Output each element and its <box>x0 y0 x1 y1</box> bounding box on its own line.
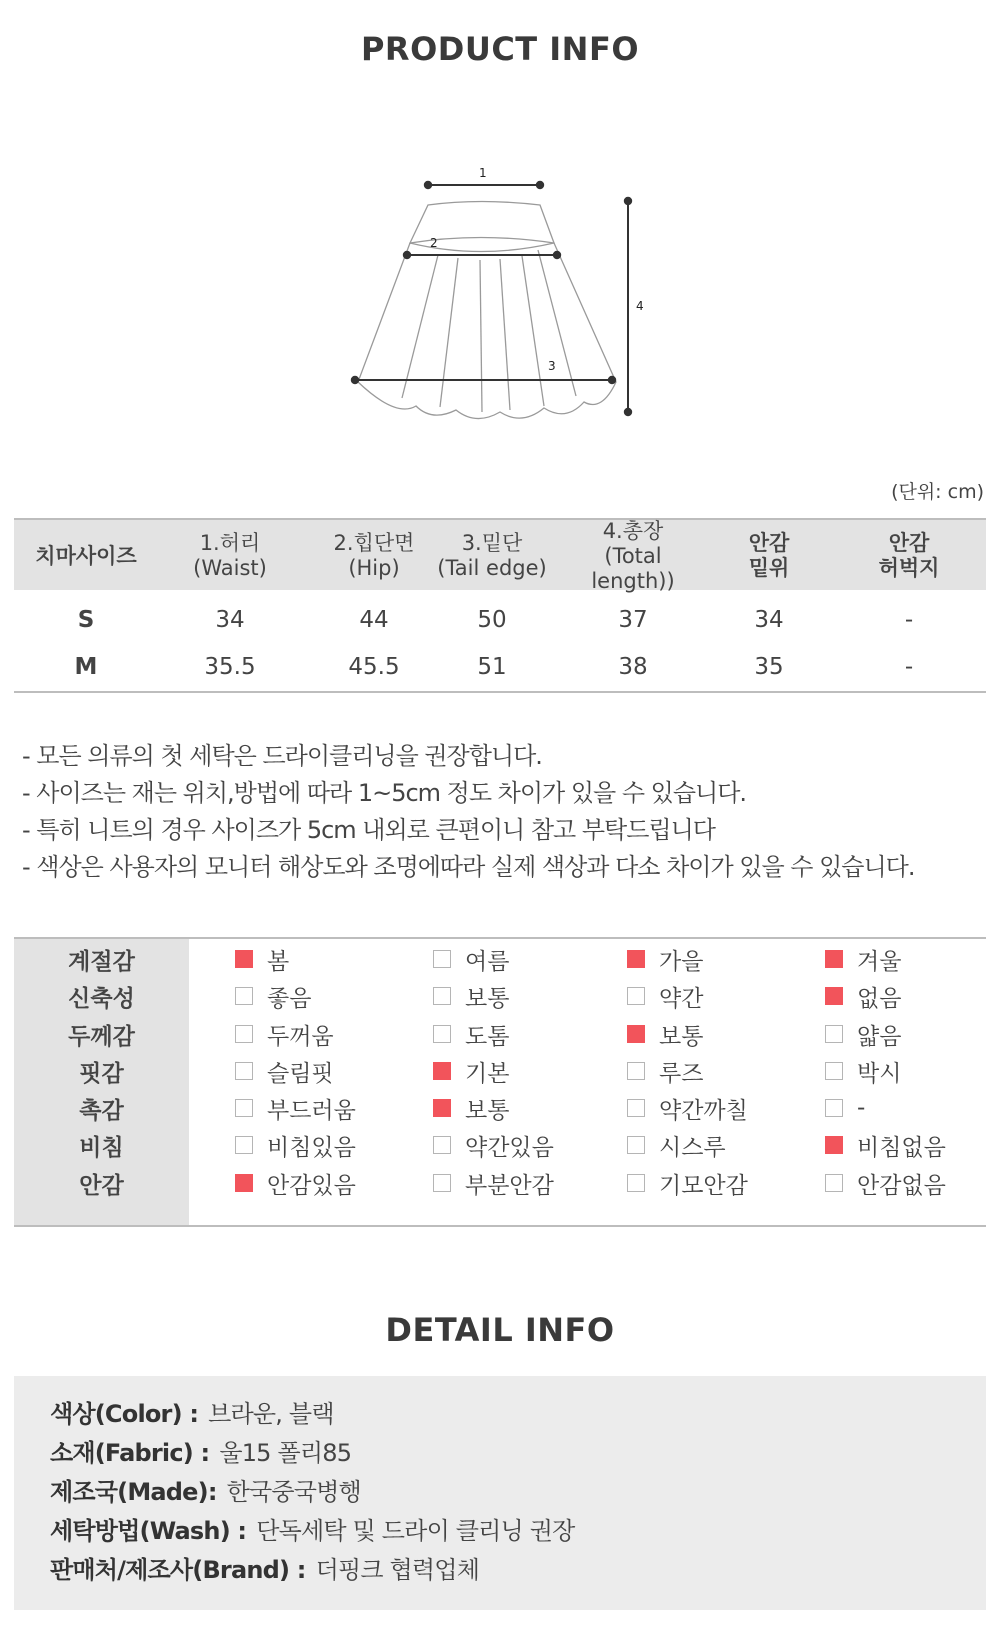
attribute-option <box>433 1126 554 1164</box>
header-subtext: (Total length)) <box>591 543 675 593</box>
attribute-option <box>825 1015 901 1053</box>
unchecked-box-icon <box>433 1174 451 1192</box>
attribute-option <box>433 1015 509 1053</box>
detail-fabric <box>50 1431 351 1470</box>
attribute-option <box>627 1126 726 1164</box>
checked-box-icon <box>627 1025 645 1043</box>
detail-wash <box>50 1509 575 1548</box>
attribute-option <box>627 940 703 978</box>
attribute-option <box>433 1164 554 1202</box>
attribute-option <box>235 1089 356 1127</box>
attribute-option-label: 약간 <box>659 985 704 1012</box>
attribute-label: 신축성 <box>68 985 135 1012</box>
attribute-option <box>825 1164 946 1202</box>
attribute-option <box>235 1052 334 1090</box>
attribute-option-label: 기모안감 <box>659 1172 748 1199</box>
attribute-label: 두께감 <box>68 1023 135 1050</box>
header-text: 1.허리 <box>199 531 261 555</box>
attribute-row <box>14 1089 986 1127</box>
size-cell: - <box>904 607 914 633</box>
attribute-option <box>627 977 703 1015</box>
size-table-header <box>14 518 986 593</box>
detail-value: 단독세탁 및 드라이 클리닝 권장 <box>256 1517 575 1545</box>
attribute-row <box>14 1126 986 1164</box>
attribute-option-label: 보통 <box>659 1023 704 1050</box>
detail-value: 울15 폴리85 <box>219 1439 352 1467</box>
header-tail-edge <box>424 520 560 592</box>
checked-box-icon <box>825 950 843 968</box>
size-cell: 34 <box>215 607 245 633</box>
unchecked-box-icon <box>235 1136 253 1154</box>
unchecked-box-icon <box>433 1136 451 1154</box>
note-item: - 특히 니트의 경우 사이즈가 5cm 내외로 큰편이니 참고 부탁드립니다 <box>22 816 715 844</box>
note-item: - 사이즈는 재는 위치,방법에 따라 1~5cm 정도 차이가 있을 수 있습니다. <box>22 779 747 807</box>
diagram-label-4: 4 <box>636 299 644 313</box>
detail-info-box <box>14 1376 986 1610</box>
attribute-label: 촉감 <box>79 1097 124 1124</box>
attribute-option <box>627 1052 703 1090</box>
unchecked-box-icon <box>627 987 645 1005</box>
skirt-size-diagram <box>340 160 660 435</box>
attribute-option-label: 약간있음 <box>465 1134 554 1161</box>
size-cell: 34 <box>754 607 784 633</box>
attribute-option <box>825 977 901 1015</box>
attribute-option <box>627 1089 748 1127</box>
unchecked-box-icon <box>235 1025 253 1043</box>
header-lining-thigh <box>832 520 986 592</box>
header-subtext: (Waist) <box>193 556 267 580</box>
attribute-option-label: 보통 <box>465 985 510 1012</box>
product-info-title: PRODUCT INFO <box>360 30 640 68</box>
attribute-option <box>433 1089 509 1127</box>
unchecked-box-icon <box>433 1025 451 1043</box>
size-row-s <box>14 596 986 644</box>
size-cell: 38 <box>618 654 648 680</box>
attribute-option <box>825 1052 901 1090</box>
size-cell: 35 <box>754 654 784 680</box>
attribute-option-label: 두꺼움 <box>267 1023 334 1050</box>
size-cell: 50 <box>477 607 507 633</box>
checked-box-icon <box>235 950 253 968</box>
header-subtext: 밑위 <box>748 556 790 580</box>
detail-key: 소재(Fabric) : <box>50 1439 210 1467</box>
attribute-option-label: 좋음 <box>267 985 312 1012</box>
attribute-option <box>433 977 509 1015</box>
size-cell: - <box>904 654 914 680</box>
detail-key: 판매처/제조사(Brand) : <box>50 1556 306 1584</box>
unchecked-box-icon <box>433 987 451 1005</box>
unchecked-box-icon <box>627 1099 645 1117</box>
header-text: 안감 <box>748 531 790 555</box>
attribute-row <box>14 977 986 1015</box>
attribute-option-label: 비침있음 <box>267 1134 356 1161</box>
attribute-option <box>235 1015 334 1053</box>
detail-key: 세탁방법(Wash) : <box>50 1517 247 1545</box>
attribute-row <box>14 1052 986 1090</box>
attribute-option-label: 슬림핏 <box>267 1060 334 1087</box>
diagram-label-1: 1 <box>479 166 487 180</box>
detail-color <box>50 1392 334 1431</box>
attribute-option <box>235 977 311 1015</box>
attribute-option-label: 도톰 <box>465 1023 510 1050</box>
header-subtext: (Tail edge) <box>437 556 547 580</box>
header-subtext: 허벅지 <box>878 556 940 580</box>
header-text: 2.힙단면 <box>333 531 415 555</box>
unchecked-box-icon <box>627 1062 645 1080</box>
attribute-row <box>14 1164 986 1202</box>
checked-box-icon <box>433 1062 451 1080</box>
size-cell: 44 <box>359 607 389 633</box>
note-item: - 색상은 사용자의 모니터 해상도와 조명에따라 실제 색상과 다소 차이가 있을 수 있습니다. <box>22 853 915 881</box>
attribute-option <box>627 1164 748 1202</box>
attribute-option-label: 시스루 <box>659 1134 726 1161</box>
attribute-option <box>235 940 289 978</box>
attribute-label: 비침 <box>79 1134 124 1161</box>
unchecked-box-icon <box>235 1062 253 1080</box>
note-item: - 모든 의류의 첫 세탁은 드라이클리닝을 권장합니다. <box>22 742 542 770</box>
attribute-option-label: 없음 <box>857 985 902 1012</box>
attribute-label: 안감 <box>79 1172 124 1199</box>
header-text: 3.밑단 <box>461 531 523 555</box>
attribute-option-label: 비침없음 <box>857 1134 946 1161</box>
unchecked-box-icon <box>235 1099 253 1117</box>
attribute-option-label: - <box>857 1095 866 1121</box>
size-row-m <box>14 643 986 691</box>
attribute-option <box>825 1126 946 1164</box>
attribute-option-label: 얇음 <box>857 1023 902 1050</box>
detail-key: 색상(Color) : <box>50 1400 199 1428</box>
detail-value: 브라운, 블랙 <box>208 1400 334 1428</box>
unchecked-box-icon <box>235 987 253 1005</box>
unchecked-box-icon <box>825 1099 843 1117</box>
header-text: 안감 <box>888 531 930 555</box>
unchecked-box-icon <box>433 950 451 968</box>
attribute-option-label: 봄 <box>267 948 290 975</box>
size-cell: 45.5 <box>348 654 400 680</box>
header-text: 치마사이즈 <box>35 543 137 568</box>
attribute-option <box>235 1164 356 1202</box>
header-lining-rise <box>706 520 832 592</box>
skirt-body <box>358 243 616 419</box>
attribute-label: 핏감 <box>79 1060 124 1087</box>
attribute-option-label: 부분안감 <box>465 1172 554 1199</box>
attribute-option <box>825 1089 865 1127</box>
attribute-table <box>14 937 986 1227</box>
attribute-option-label: 보통 <box>465 1097 510 1124</box>
attribute-label: 계절감 <box>68 948 135 975</box>
unchecked-box-icon <box>825 1025 843 1043</box>
header-subtext: (Hip) <box>348 556 400 580</box>
unchecked-box-icon <box>825 1174 843 1192</box>
size-cell: 35.5 <box>204 654 256 680</box>
size-cell: M <box>74 654 98 680</box>
unchecked-box-icon <box>825 1062 843 1080</box>
detail-key: 제조국(Made): <box>50 1478 217 1506</box>
attribute-option-label: 가을 <box>659 948 704 975</box>
diagram-label-2: 2 <box>430 236 438 250</box>
size-cell: 51 <box>477 654 507 680</box>
checked-box-icon <box>433 1099 451 1117</box>
attribute-row <box>14 1015 986 1053</box>
detail-value: 한국중국병행 <box>226 1478 361 1506</box>
checked-box-icon <box>825 987 843 1005</box>
detail-made <box>50 1470 361 1509</box>
attribute-option-label: 약간까칠 <box>659 1097 748 1124</box>
size-cell: S <box>77 607 95 633</box>
attribute-option-label: 겨울 <box>857 948 902 975</box>
size-table <box>14 518 986 693</box>
checked-box-icon <box>235 1174 253 1192</box>
attribute-option-label: 안감없음 <box>857 1172 946 1199</box>
attribute-option-label: 루즈 <box>659 1060 704 1087</box>
detail-brand <box>50 1548 479 1587</box>
detail-info-title: DETAIL INFO <box>385 1311 615 1349</box>
unit-note: (단위: cm) <box>891 481 984 503</box>
care-notes <box>22 738 914 886</box>
attribute-option <box>433 940 509 978</box>
attribute-option-label: 박시 <box>857 1060 902 1087</box>
attribute-option-label: 안감있음 <box>267 1172 356 1199</box>
size-cell: 37 <box>618 607 648 633</box>
diagram-label-3: 3 <box>548 359 556 373</box>
attribute-option <box>433 1052 509 1090</box>
checked-box-icon <box>627 950 645 968</box>
attribute-row <box>14 940 986 978</box>
unchecked-box-icon <box>627 1136 645 1154</box>
attribute-option <box>627 1015 703 1053</box>
attribute-option <box>825 940 901 978</box>
checked-box-icon <box>825 1136 843 1154</box>
unchecked-box-icon <box>627 1174 645 1192</box>
attribute-option-label: 기본 <box>465 1060 510 1087</box>
header-text: 4.총장 <box>602 518 664 543</box>
detail-value: 더핑크 협력업체 <box>315 1556 480 1584</box>
attribute-option-label: 부드러움 <box>267 1097 356 1124</box>
header-total-length <box>560 520 706 592</box>
header-waist <box>158 520 302 592</box>
header-skirt-size <box>14 520 158 592</box>
attribute-option-label: 여름 <box>465 948 510 975</box>
attribute-option <box>235 1126 356 1164</box>
